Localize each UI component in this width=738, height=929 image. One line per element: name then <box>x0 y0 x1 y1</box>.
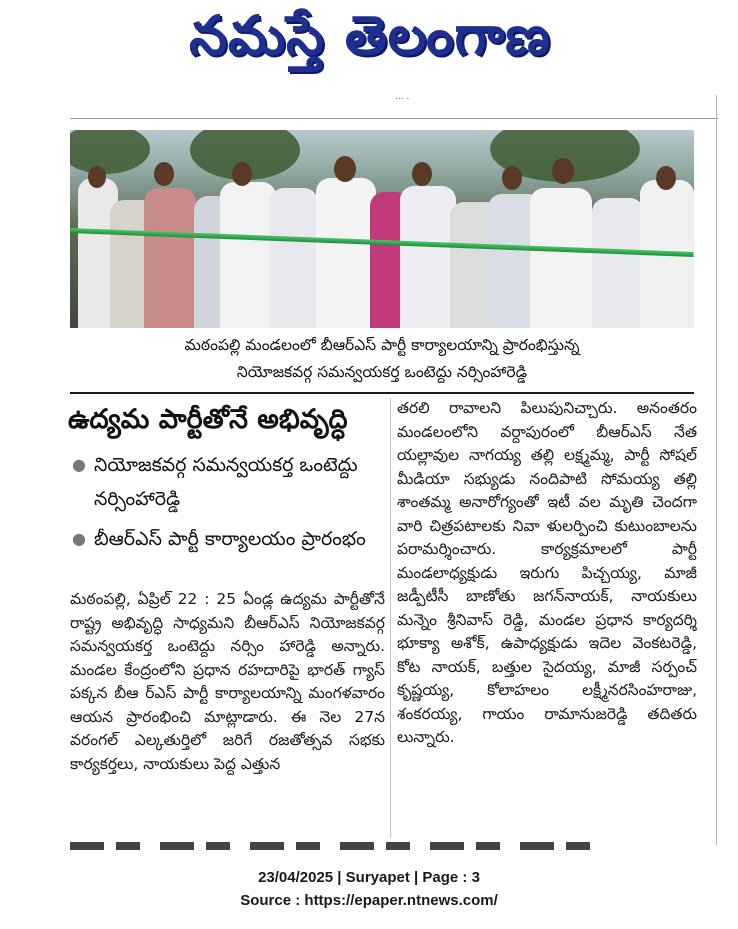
date-edition-page: 23/04/2025 | Suryapet | Page : 3 <box>258 869 480 886</box>
article-headline: ఉద్యమ పార్టీతోనే అభివృద్ధి <box>68 404 348 435</box>
caption-line-1: మఠంపల్లి మండలంలో బీఆర్ఎస్ పార్టీ కార్యాలయాన్ని ప్రారంభిస్తున్న <box>184 336 580 354</box>
clipping-footer <box>0 866 738 912</box>
right-divider <box>716 95 717 845</box>
bullet-icon: ● <box>72 529 86 548</box>
subheadline-item: ● బీఆర్ఎస్ పార్టీ కార్యాలయం ప్రారంభం <box>72 522 384 556</box>
news-photo <box>70 130 694 328</box>
bullet-icon: ● <box>72 455 86 474</box>
article-body-right: తరలి రావాలని పిలుపునిచ్చారు. అనంతరం మండలంలోని వర్దాపురంలో బీఆర్ఎస్ నేత యల్లావుల నాగయ్య తల్లి లక్ష్మమ్మ, పార్టీ సోషల్ మీడియా సభ్యుడు నందిపాటి సోమయ్య తల్లి శాంతమ్మ అనారోగ్యంతో ఇటీ వల మృతి చెందగా వారి చిత్రపటాలకు నివా ళులర్పించి కుటుంబాలను పరామర్శించారు. కార్యక్రమాలలో పార్టీ మండలాధ్యక్షుడు ఇరుగు పిచ్చయ్య, మాజీ జడ్పీటీసీ బాణోతు జగన్‌నాయక్, నాయకులు మన్నెం శ్రీనివాస్ రెడ్డి, మండల ప్రధాన కార్యదర్శి భూక్యా అశోక్, ఉపాధ్యక్షుడు ఇదెల వెంకటరెడ్డి, కోట నాయక్, బత్తుల సైదయ్య, మాజీ సర్పంచ్ కృష్ణయ్య, కోలాహలం లక్ష్మీనరసింహరాజు, శంకరయ్య, గాయం రామానుజరెడ్డి తదితరు లున్నారు. <box>397 399 697 746</box>
column-divider <box>390 398 391 838</box>
top-divider <box>70 118 718 119</box>
photo-caption <box>70 332 694 394</box>
subheadline-list <box>72 448 384 562</box>
article-body-left: మఠంపల్లి, ఏప్రిల్ 22 : 25 ఏండ్ల ఉద్యమ పార్టీతోనే రాష్ట్ర అభివృద్ధి సాధ్యమని బీఆర్ఎస్ నియోజకవర్గ సమన్వయకర్త ఒంటెద్దు నర్సిం హారెడ్డి అన్నారు. మండల కేంద్రంలోని ప్రధాన రహదారిపై భారత్ గ్యాస్ పక్కన బీఆ ర్ఎస్ పార్టీ కార్యాలయాన్ని మంగళవారం ఆయన ప్రారంభించి మాట్లాడారు. ఈ నెల 27న వరంగల్ ఎల్కతుర్తిలో జరిగే రజతోత్సవ సభకు కార్యకర్తలు, నాయకులు పెద్ద ఎత్తున <box>70 590 385 773</box>
clipped-text-fragment: ... . <box>395 92 410 102</box>
source-link[interactable]: Source : https://epaper.ntnews.com/ <box>240 892 498 909</box>
newspaper-masthead: నమస్తే తెలంగాణ <box>189 3 551 67</box>
cut-off-next-headline <box>70 842 590 850</box>
subheadline-item: ● నియోజకవర్గ సమన్వయకర్త ఒంటెద్దు నర్సింహారెడ్డి <box>72 448 384 516</box>
caption-line-2: నియోజకవర్గ సమన్వయకర్త ఒంటెద్దు నర్సింహారెడ్డి <box>236 363 528 381</box>
